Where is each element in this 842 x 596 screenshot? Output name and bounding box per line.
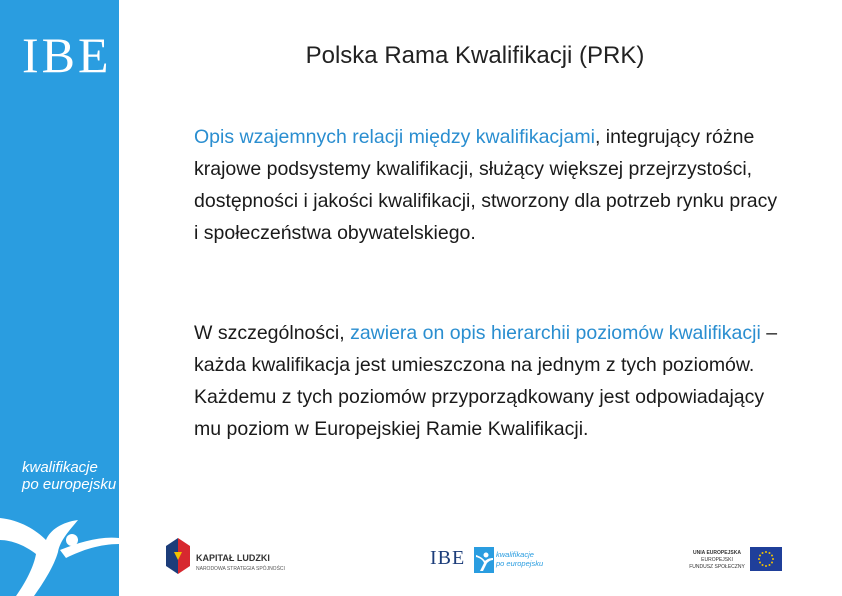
levels-highlight: zawiera on opis hierarchii poziomów kwalifikacji — [350, 322, 761, 344]
eu-flag-icon — [750, 547, 782, 571]
levels-rest: – każda kwalifikacja jest umieszczona na jednym z tych poziomów. Każdemu z tych poziomów przyporządkowany jest odpowiadający mu poziom w Europejskiej Ramie Kwalifikacji. — [194, 322, 778, 440]
footer-ibe-tagline — [496, 550, 543, 568]
sidebar — [0, 0, 119, 596]
paragraph-definition — [194, 121, 784, 249]
sidebar-tagline — [22, 459, 116, 493]
tagline-line1: kwalifikacje — [22, 459, 98, 476]
eu-line2: EUROPEJSKI — [701, 557, 733, 563]
tagline-line2: po europejsku — [22, 476, 117, 493]
eu-line3: FUNDUSZ SPOŁECZNY — [689, 564, 745, 570]
definition-rest: , integrujący różne krajowe podsystemy kwalifikacji, służący większej przejrzystości, dostępności i jakości kwalifikacji, stworzony dla potrzeb rynku pracy i społeczeństwa obywatelskiego. — [194, 126, 778, 244]
eu-line1: UNIA EUROPEJSKA — [693, 550, 741, 556]
definition-highlight: Opis wzajemnych relacji między kwalifikacjami — [194, 126, 595, 148]
kapital-ludzki-logo-icon — [164, 536, 192, 576]
ibe-logo: IBE — [22, 27, 112, 83]
paragraph-levels — [194, 317, 784, 445]
eu-text — [688, 550, 746, 571]
footer-ibe-logo: IBE — [430, 547, 466, 569]
footer-tag-line2: po europejsku — [496, 559, 544, 568]
levels-intro: W szczególności, — [194, 322, 351, 344]
footer-person-icon — [474, 547, 494, 573]
kapital-ludzki-subtitle: NARODOWA STRATEGIA SPÓJNOŚCI — [196, 566, 285, 572]
kapital-ludzki-title: KAPITAŁ LUDZKI — [196, 553, 270, 563]
footer-tag-line1: kwalifikacje — [496, 550, 534, 559]
slide-title: Polska Rama Kwalifikacji (PRK) — [305, 42, 645, 69]
person-figure-icon — [0, 500, 119, 596]
